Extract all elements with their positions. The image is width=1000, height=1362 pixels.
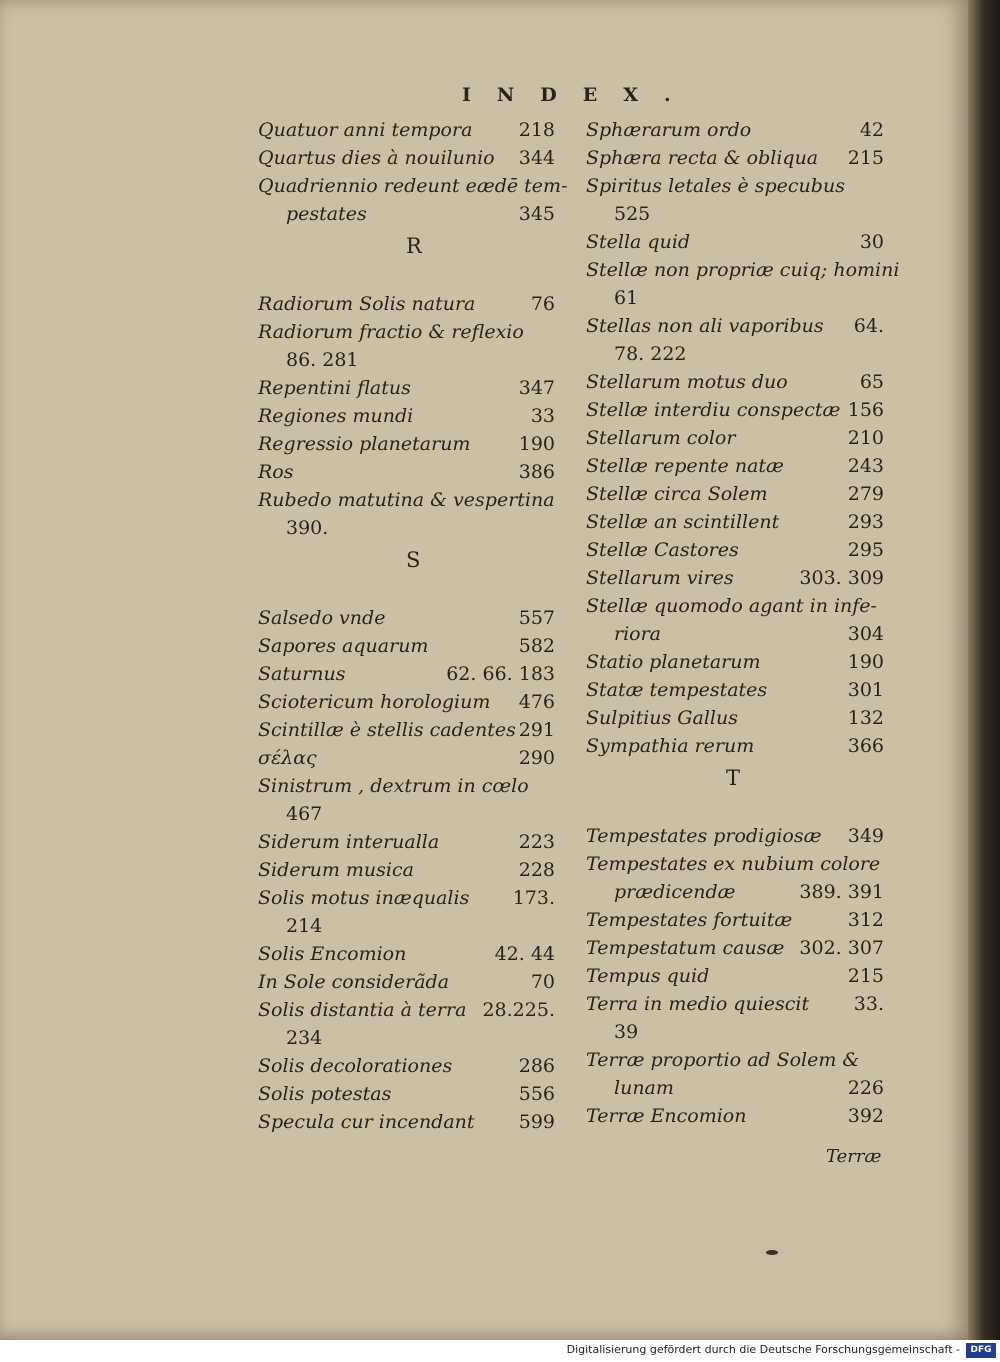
index-entry: Stellarum vires — [586, 567, 734, 589]
index-entry: Tempestates ex nubium colore — [586, 853, 881, 875]
page-reference: 62. 66. 183 — [446, 663, 555, 685]
page-reference: 190 — [847, 651, 884, 673]
index-entry: Terræ Encomion — [586, 1105, 747, 1127]
index-entry: Sulpitius Gallus — [586, 707, 738, 729]
page-reference: 243 — [847, 455, 884, 477]
index-entry: Statæ tempestates — [586, 679, 768, 701]
index-entry: Terræ proportio ad Solem & — [586, 1049, 860, 1071]
index-entry: Stellæ repente natæ — [586, 455, 784, 477]
index-entry: Tempestates prodigiosæ — [586, 825, 822, 847]
index-entry: Stellæ an scintillent — [586, 511, 780, 533]
page-reference: 215 — [847, 965, 884, 987]
index-entry: 39 — [614, 1021, 639, 1043]
section-letter: S — [406, 548, 421, 572]
index-entry: Stellæ interdiu conspectæ — [586, 399, 841, 421]
catchword: Terræ — [826, 1146, 882, 1167]
index-entry: Solis distantia à terra — [258, 999, 467, 1021]
page-reference: 476 — [518, 691, 555, 713]
page-reference: 279 — [847, 483, 884, 505]
footer-bar — [0, 1340, 1000, 1362]
index-entry: Stellæ quomodo agant in infe- — [586, 595, 877, 617]
index-entry: Repentini flatus — [258, 377, 411, 399]
page-reference: 65 — [859, 371, 884, 393]
page-reference: 290 — [518, 747, 555, 769]
page-edge — [968, 0, 1000, 1340]
index-entry: 86. 281 — [286, 349, 359, 371]
page-reference: 386 — [518, 461, 555, 483]
index-entry: Regressio planetarum — [258, 433, 471, 455]
index-entry: Salsedo vnde — [258, 607, 386, 629]
index-entry: Ros — [258, 461, 294, 483]
index-entry: Stellæ non propriæ cuiq; homini — [586, 259, 900, 281]
page-reference: 303. 309 — [799, 567, 884, 589]
page-reference: 291 — [518, 719, 555, 741]
page-reference: 302. 307 — [799, 937, 884, 959]
page-reference: 173. — [512, 887, 555, 909]
section-letter: T — [726, 766, 741, 790]
index-entry: Solis decolorationes — [258, 1055, 453, 1077]
page-reference: 30 — [859, 231, 884, 253]
page-reference: 301 — [847, 679, 884, 701]
running-head: INDEX. — [462, 84, 697, 106]
index-entry: Terra in medio quiescit — [586, 993, 810, 1015]
index-entry: Tempestates fortuitæ — [586, 909, 793, 931]
page-reference: 33 — [530, 405, 555, 427]
page-reference: 349 — [847, 825, 884, 847]
page-reference: 223 — [518, 831, 555, 853]
page-reference: 132 — [847, 707, 884, 729]
index-entry: Regiones mundi — [258, 405, 414, 427]
index-entry: prædicendæ — [614, 881, 736, 903]
index-entry: 78. 222 — [614, 343, 687, 365]
index-entry: Quartus dies à nouilunio — [258, 147, 495, 169]
page-reference: 226 — [847, 1077, 884, 1099]
index-entry: pestates — [286, 203, 367, 225]
page-reference: 210 — [847, 427, 884, 449]
index-entry: 390. — [286, 517, 329, 539]
section-letter: R — [406, 234, 422, 258]
page-reference: 556 — [518, 1083, 555, 1105]
index-entry: Specula cur incendant — [258, 1111, 475, 1133]
index-entry: lunam — [614, 1077, 674, 1099]
index-entry: Tempus quid — [586, 965, 710, 987]
page-reference: 64. — [853, 315, 884, 337]
index-entry: Sinistrum , dextrum in cœlo — [258, 775, 529, 797]
index-entry: 214 — [286, 915, 323, 937]
page-reference: 344 — [518, 147, 555, 169]
index-entry: 234 — [286, 1027, 323, 1049]
index-entry: Stella quid — [586, 231, 691, 253]
page-reference: 345 — [518, 203, 555, 225]
index-entry: Solis potestas — [258, 1083, 392, 1105]
index-entry: Solis motus inæqualis — [258, 887, 470, 909]
page-reference: 28.225. — [482, 999, 555, 1021]
index-entry: Radiorum Solis natura — [258, 293, 476, 315]
page-reference: 70 — [530, 971, 555, 993]
index-entry: In Sole considerãda — [258, 971, 450, 993]
page-reference: 42. 44 — [494, 943, 555, 965]
page-reference: 366 — [847, 735, 884, 757]
page-reference: 312 — [847, 909, 884, 931]
ink-mark — [766, 1250, 778, 1255]
page-reference: 304 — [847, 623, 884, 645]
page-reference: 156 — [847, 399, 884, 421]
page-reference: 389. 391 — [799, 881, 884, 903]
index-entry: Stellarum color — [586, 427, 736, 449]
page-reference: 42 — [859, 119, 884, 141]
index-entry: Stellas non ali vaporibus — [586, 315, 824, 337]
index-entry: Tempestatum causæ — [586, 937, 785, 959]
index-entry: Siderum interualla — [258, 831, 440, 853]
index-entry: 61 — [614, 287, 639, 309]
page-reference: 295 — [847, 539, 884, 561]
index-entry: Sapores aquarum — [258, 635, 429, 657]
index-entry: Saturnus — [258, 663, 346, 685]
index-entry: Solis Encomion — [258, 943, 407, 965]
index-entry: Spiritus letales è specubus — [586, 175, 845, 197]
index-entry: Stellæ Castores — [586, 539, 739, 561]
index-entry: Sympathia rerum — [586, 735, 755, 757]
page-reference: 33. — [853, 993, 884, 1015]
index-entry: riora — [614, 623, 662, 645]
index-entry: Sciotericum horologium — [258, 691, 491, 713]
index-entry: Statio planetarum — [586, 651, 761, 673]
index-entry: Sphærarum ordo — [586, 119, 752, 141]
page-reference: 557 — [518, 607, 555, 629]
index-entry: Rubedo matutina & vespertina — [258, 489, 555, 511]
index-entry: Sphæra recta & obliqua — [586, 147, 819, 169]
page-reference: 582 — [518, 635, 555, 657]
index-entry: σέλας — [258, 747, 317, 769]
index-entry: 467 — [286, 803, 323, 825]
page-reference: 347 — [518, 377, 555, 399]
page-reference: 76 — [530, 293, 555, 315]
index-entry: Stellæ circa Solem — [586, 483, 768, 505]
index-entry: Radiorum fractio & reflexio — [258, 321, 524, 343]
index-entry: Quatuor anni tempora — [258, 119, 473, 141]
footer-credit: Digitalisierung gefördert durch die Deutsche Forschungsgemeinschaft - — [566, 1343, 960, 1356]
page-reference: 190 — [518, 433, 555, 455]
page-reference: 286 — [518, 1055, 555, 1077]
index-entry: Quadriennio redeunt eædē tem- — [258, 175, 568, 197]
page-reference: 215 — [847, 147, 884, 169]
page-reference: 392 — [847, 1105, 884, 1127]
index-entry: Scintillæ è stellis cadentes — [258, 719, 516, 741]
page-reference: 218 — [518, 119, 555, 141]
index-entry: Siderum musica — [258, 859, 414, 881]
index-entry: 525 — [614, 203, 651, 225]
page-reference: 599 — [518, 1111, 555, 1133]
index-entry: Stellarum motus duo — [586, 371, 788, 393]
page-reference: 293 — [847, 511, 884, 533]
page-reference: 228 — [518, 859, 555, 881]
dfg-logo: DFG — [966, 1343, 996, 1358]
